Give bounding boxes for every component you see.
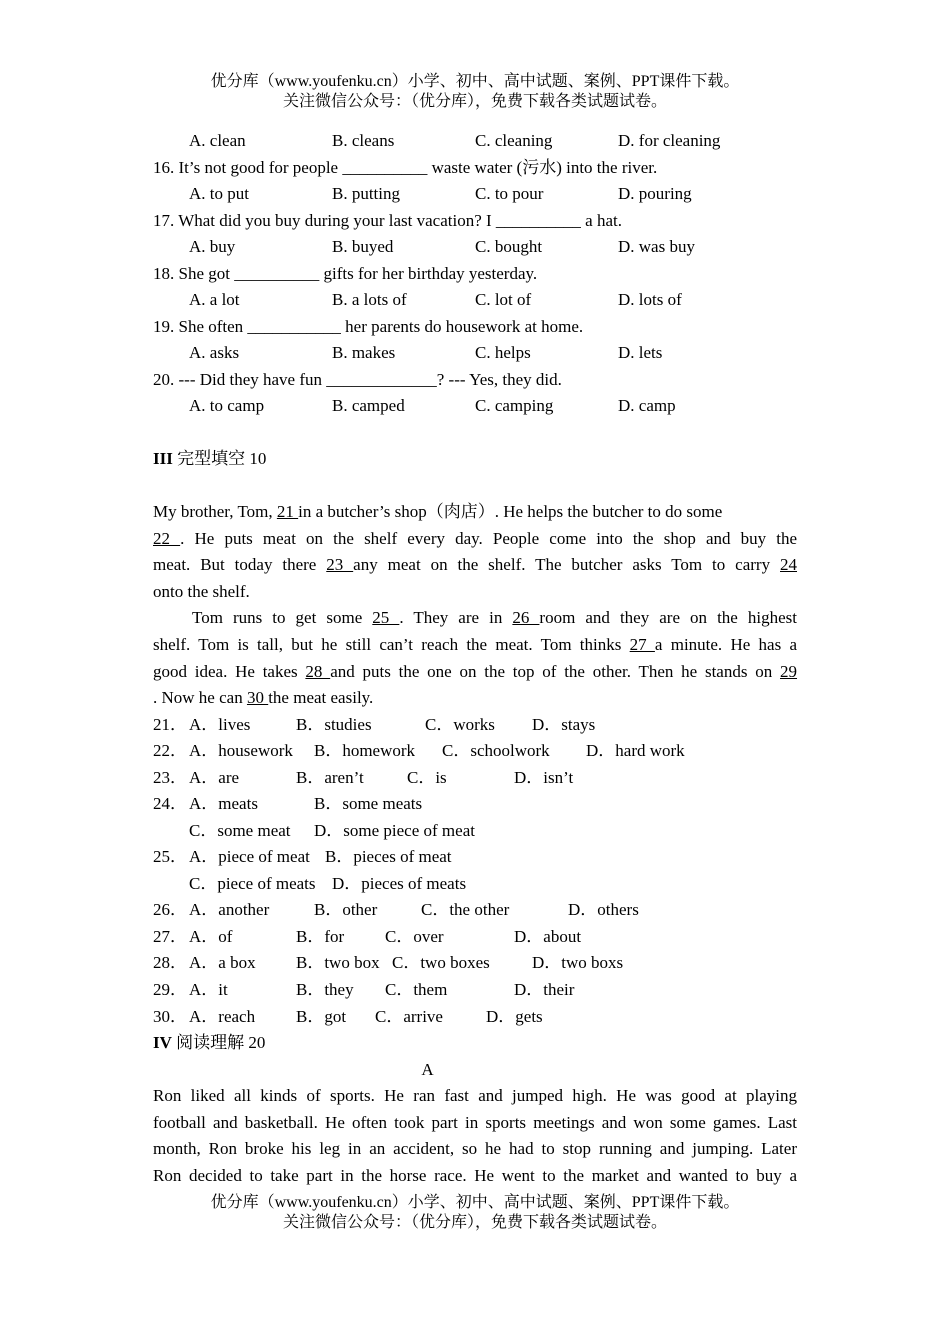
- q17-option-c: C. bought: [475, 237, 543, 256]
- q28-option-c: C．two boxes: [392, 953, 490, 972]
- q20-stem: 20. --- Did they have fun _____________? --- Yes, they did.: [153, 370, 562, 389]
- q21-option-d: D．stays: [532, 715, 596, 734]
- q28-option-b: B．two box: [296, 953, 380, 972]
- header-line-2: 关注微信公众号：（优分库），免费下载各类试题试卷。: [282, 93, 667, 110]
- passage-text: meat. But today there: [153, 555, 327, 574]
- q26-option-c: C．the other: [421, 900, 510, 919]
- q23-option-a: A．are: [189, 768, 240, 787]
- q16-option-d: D. pouring: [618, 184, 692, 203]
- q30-option-a: A．reach: [189, 1007, 256, 1026]
- q24-option-a: A．meats: [189, 794, 258, 813]
- q19-option-a: A. asks: [189, 343, 240, 362]
- section-3-number: III: [153, 449, 173, 468]
- q22-option-a: A．housework: [189, 741, 293, 760]
- blank-26: 26: [512, 608, 540, 627]
- q23-option-d: D．isn’t: [514, 768, 574, 787]
- blank-29: 29: [780, 662, 798, 681]
- passage-line-1: [153, 502, 722, 522]
- blank-25: 25: [372, 608, 400, 627]
- q15-option-c: C. cleaning: [475, 131, 553, 150]
- passage-line-8: [153, 688, 373, 708]
- passage-text: . He puts meat on the shelf every day. People come into the shop and buy the: [180, 529, 797, 548]
- passage-text: shelf. Tom is tall, but he still can’t reach the meat. Tom thinks: [153, 635, 630, 654]
- q24-number: 24．: [153, 794, 187, 813]
- section-4-heading: [153, 1033, 265, 1053]
- q20-option-a: A. to camp: [189, 396, 265, 415]
- section-4-number: IV: [153, 1033, 172, 1052]
- q25-option-c: C．piece of meats: [189, 874, 316, 893]
- q23-number: 23．: [153, 768, 187, 787]
- q30-option-c: C．arrive: [375, 1007, 443, 1026]
- q15-option-d: D. for cleaning: [618, 131, 721, 150]
- q27-option-a: A．of: [189, 927, 233, 946]
- passage-text: . Now he can: [153, 688, 247, 707]
- q23-option-c: C．is: [407, 768, 447, 787]
- q21-option-a: A．lives: [189, 715, 251, 734]
- footer-line-2: 关注微信公众号：（优分库），免费下载各类试题试卷。: [282, 1214, 667, 1231]
- blank-22: 22: [153, 529, 181, 548]
- q29-option-c: C．them: [385, 980, 448, 999]
- passage-line-6: [153, 635, 797, 655]
- reading-line-3: month, Ron broke his leg in an accident, so he had to stop running and jumping. Later: [153, 1139, 797, 1158]
- q27-number: 27．: [153, 927, 187, 946]
- passage-text: . They are in: [399, 608, 513, 627]
- q29-option-a: A．it: [189, 980, 228, 999]
- q25-number: 25．: [153, 847, 187, 866]
- q21-option-c: C．works: [425, 715, 495, 734]
- q19-stem: 19. She often ___________ her parents do housework at home.: [153, 317, 584, 336]
- q29-option-d: D．their: [514, 980, 575, 999]
- q22-option-b: B．homework: [314, 741, 416, 760]
- header-line-1: 优分库（www.youfenku.cn）小学、初中、高中试题、案例、PPT课件下载。: [210, 73, 740, 90]
- q24-option-c: C．some meat: [189, 821, 291, 840]
- q30-option-b: B．got: [296, 1007, 347, 1026]
- q18-option-d: D. lots of: [618, 290, 682, 309]
- q15-option-a: A. clean: [189, 131, 246, 150]
- q24-option-b: B．some meats: [314, 794, 423, 813]
- passage-text: in a butcher’s shop（肉店）. He helps the butcher to do some: [298, 502, 723, 521]
- q30-number: 30．: [153, 1007, 187, 1026]
- q25-option-b: B．pieces of meat: [325, 847, 452, 866]
- passage-text: room and they are on the highest: [539, 608, 798, 627]
- q17-option-b: B. buyed: [332, 237, 394, 256]
- blank-24: 24: [780, 555, 798, 574]
- passage-text: and puts the one on the top of the other. Then he stands on: [330, 662, 781, 681]
- q17-option-d: D. was buy: [618, 237, 695, 256]
- q16-option-c: C. to pour: [475, 184, 544, 203]
- q19-option-c: C. helps: [475, 343, 531, 362]
- passage-text: any meat on the shelf. The butcher asks Tom to carry: [353, 555, 771, 574]
- passage-text: My brother, Tom,: [153, 502, 277, 521]
- passage-text: good idea. He takes: [153, 662, 306, 681]
- q25-option-d: D．pieces of meats: [332, 874, 467, 893]
- q25-option-a: A．piece of meat: [189, 847, 310, 866]
- blank-30: 30: [246, 688, 269, 707]
- reading-line-4: Ron decided to take part in the horse race. He went to the market and wanted to buy a: [153, 1166, 797, 1185]
- q21-number: 21．: [153, 715, 187, 734]
- q18-option-b: B. a lots of: [332, 290, 407, 309]
- q15-option-b: B. cleans: [332, 131, 395, 150]
- blank-27: 27: [629, 635, 655, 654]
- blank-23: 23: [326, 555, 354, 574]
- passage-text: Tom runs to get some: [192, 608, 373, 627]
- q19-option-b: B. makes: [332, 343, 396, 362]
- q17-option-a: A. buy: [189, 237, 236, 256]
- q27-option-d: D．about: [514, 927, 582, 946]
- q16-stem: 16. It’s not good for people __________ waste water (污水) into the river.: [153, 158, 658, 177]
- q20-option-d: D. camp: [618, 396, 676, 415]
- blank-28: 28: [305, 662, 331, 681]
- q27-option-b: B．for: [296, 927, 345, 946]
- q27-option-c: C．over: [385, 927, 444, 946]
- footer-line-1: 优分库（www.youfenku.cn）小学、初中、高中试题、案例、PPT课件下载。: [210, 1194, 740, 1211]
- q18-stem: 18. She got __________ gifts for her birthday yesterday.: [153, 264, 538, 283]
- q28-option-d: D．two boxs: [532, 953, 624, 972]
- reading-line-1: Ron liked all kinds of sports. He ran fast and jumped high. He was good at playing: [153, 1086, 797, 1105]
- q22-number: 22．: [153, 741, 187, 760]
- q26-number: 26．: [153, 900, 187, 919]
- passage-text: the meat easily.: [268, 688, 374, 707]
- q20-option-c: C. camping: [475, 396, 554, 415]
- q21-option-b: B．studies: [296, 715, 372, 734]
- section-4-title: 阅读理解 20: [176, 1033, 266, 1052]
- reading-line-2: football and basketball. He often took part in sports meetings and won some games. Last: [153, 1113, 797, 1132]
- q18-option-a: A. a lot: [189, 290, 240, 309]
- passage-line-5: [192, 608, 797, 628]
- q26-option-a: A．another: [189, 900, 270, 919]
- q20-option-b: B. camped: [332, 396, 405, 415]
- passage-a-label: A: [421, 1060, 434, 1079]
- q24-option-d: D．some piece of meat: [314, 821, 475, 840]
- q26-option-d: D．others: [568, 900, 639, 919]
- q29-option-b: B．they: [296, 980, 354, 999]
- passage-line-2: [153, 529, 797, 549]
- q19-option-d: D. lets: [618, 343, 663, 362]
- q16-option-b: B. putting: [332, 184, 401, 203]
- passage-line-3: [153, 555, 797, 575]
- q29-number: 29．: [153, 980, 187, 999]
- q26-option-b: B．other: [314, 900, 378, 919]
- blank-21: 21: [276, 502, 299, 521]
- q22-option-d: D．hard work: [586, 741, 685, 760]
- q22-option-c: C．schoolwork: [442, 741, 550, 760]
- passage-line-4: onto the shelf.: [153, 582, 250, 601]
- q18-option-c: C. lot of: [475, 290, 532, 309]
- section-3-heading: [153, 449, 266, 469]
- q30-option-d: D．gets: [486, 1007, 543, 1026]
- section-3-title: 完型填空 10: [177, 449, 267, 468]
- q28-option-a: A．a box: [189, 953, 256, 972]
- passage-line-7: [153, 662, 797, 682]
- q28-number: 28．: [153, 953, 187, 972]
- passage-text: a minute. He has a: [654, 635, 798, 654]
- q16-option-a: A. to put: [189, 184, 249, 203]
- q23-option-b: B．aren’t: [296, 768, 364, 787]
- q17-stem: 17. What did you buy during your last vacation? I __________ a hat.: [153, 211, 622, 230]
